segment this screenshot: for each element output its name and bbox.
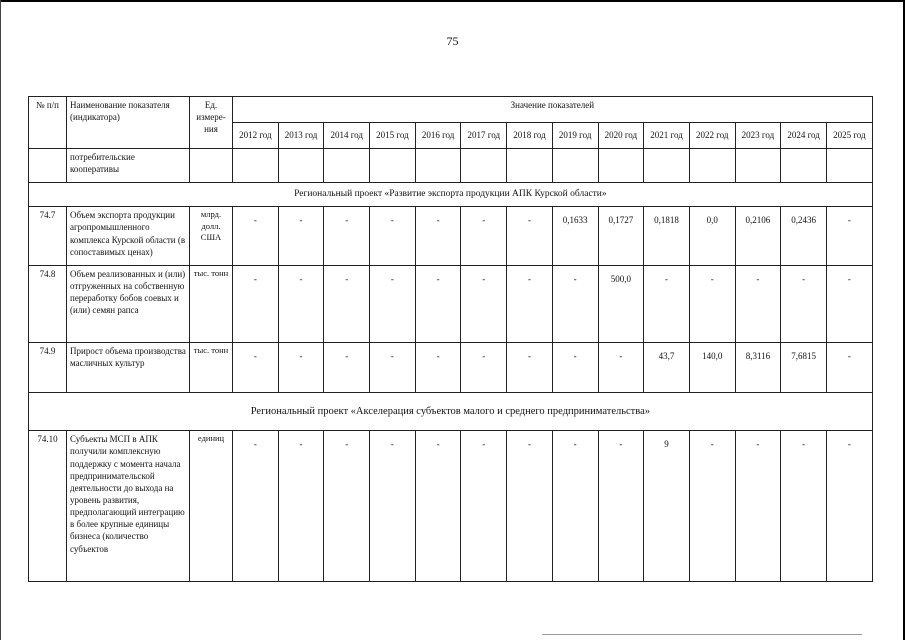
unit-cell: тыс. тонн [190,265,233,342]
section-row [29,393,873,431]
value-cell: - [598,431,644,582]
value-cell: - [233,265,279,342]
header-year: 2018 год [507,123,553,149]
value-cell [735,149,781,183]
unit-cell: млрд. долл. США [190,207,233,265]
value-cell: - [415,265,461,342]
header-year: 2013 год [278,123,324,149]
value-cell [370,149,416,183]
value-cell: - [781,431,827,582]
table-row [29,265,873,342]
table-row [29,207,873,265]
table-row [29,431,873,582]
value-cell: 8,3116 [735,342,781,392]
value-cell: 500,0 [598,265,644,342]
header-num: № п/п [29,97,67,149]
section-row [29,183,873,207]
value-cell: - [278,342,324,392]
value-cell: - [461,342,507,392]
value-cell: - [507,207,553,265]
value-cell: - [324,342,370,392]
value-cell: 0,1818 [644,207,690,265]
header-year: 2024 год [781,123,827,149]
page-frame-top [0,0,905,2]
value-cell: - [370,207,416,265]
header-unit: Ед. измере-ния [190,97,233,149]
value-cell: 43,7 [644,342,690,392]
value-cell: - [370,265,416,342]
row-number [29,149,67,183]
header-year: 2012 год [233,123,279,149]
value-cell [415,149,461,183]
value-cell: - [415,207,461,265]
indicator-name: Прирост объема производства масличных культур [67,342,190,392]
value-cell: - [278,207,324,265]
table-row [29,149,873,183]
indicator-name: Объем реализованных и (или) отгруженных на собственную переработку бобов соевых и (или) семян рапса [67,265,190,342]
header-year: 2025 год [826,123,872,149]
value-cell [324,149,370,183]
value-cell: - [324,431,370,582]
value-cell: - [552,431,598,582]
header-year: 2020 год [598,123,644,149]
value-cell [507,149,553,183]
value-cell: - [461,207,507,265]
value-cell: 140,0 [689,342,735,392]
row-number: 74.10 [29,431,67,582]
section-title: Региональный проект «Развитие экспорта продукции АПК Курской области» [29,183,873,207]
header-year: 2019 год [552,123,598,149]
value-cell: 0,1727 [598,207,644,265]
row-number: 74.8 [29,265,67,342]
value-cell: - [826,265,872,342]
value-cell [689,149,735,183]
indicator-name: потребительские кооперативы [67,149,190,183]
row-number: 74.9 [29,342,67,392]
value-cell: - [370,342,416,392]
value-cell: - [689,265,735,342]
value-cell: - [735,265,781,342]
indicator-name: Объем экспорта продукции агропромышленного комплекса Курской области (в сопоставимых ценах) [67,207,190,265]
value-cell: 0,2106 [735,207,781,265]
indicators-table [28,96,873,582]
value-cell [552,149,598,183]
value-cell: - [552,342,598,392]
indicator-name: Субъекты МСП в АПК получили комплексную поддержку с момента начала предпринимательской деятельности до выхода на уровень развития, предполагающий интеграцию в более крупные единицы бизнеса (количество субъектов [67,431,190,582]
header-year: 2017 год [461,123,507,149]
page-frame-left [0,0,1,640]
value-cell [461,149,507,183]
value-cell: - [689,431,735,582]
value-cell: - [735,431,781,582]
value-cell: 0,0 [689,207,735,265]
unit-cell [190,149,233,183]
header-year: 2015 год [370,123,416,149]
value-cell: - [781,265,827,342]
value-cell: - [826,342,872,392]
value-cell: - [461,265,507,342]
value-cell [278,149,324,183]
value-cell [233,149,279,183]
value-cell: - [507,431,553,582]
value-cell: - [278,265,324,342]
header-indicator-name: Наименование показателя (индикатора) [67,97,190,149]
value-cell: 7,6815 [781,342,827,392]
value-cell [598,149,644,183]
header-year: 2016 год [415,123,461,149]
header-year: 2022 год [689,123,735,149]
value-cell: - [552,265,598,342]
table-row [29,342,873,392]
value-cell: - [461,431,507,582]
value-cell: - [415,431,461,582]
value-cell [781,149,827,183]
value-cell: - [324,265,370,342]
section-title: Региональный проект «Акселерация субъектов малого и среднего предпринимательства» [29,393,873,431]
value-cell: - [324,207,370,265]
value-cell: - [233,431,279,582]
value-cell: - [644,265,690,342]
value-cell: - [233,342,279,392]
header-year: 2023 год [735,123,781,149]
value-cell: - [233,207,279,265]
header-values: Значение показателей [233,97,873,123]
value-cell: 0,1633 [552,207,598,265]
value-cell: - [826,431,872,582]
value-cell [826,149,872,183]
header-year: 2021 год [644,123,690,149]
value-cell: - [507,265,553,342]
bottom-rule [542,634,862,635]
value-cell [644,149,690,183]
value-cell: - [370,431,416,582]
unit-cell: тыс. тонн [190,342,233,392]
value-cell: 0,2436 [781,207,827,265]
value-cell: - [415,342,461,392]
value-cell: - [598,342,644,392]
value-cell: - [507,342,553,392]
value-cell: - [278,431,324,582]
page-number: 75 [446,34,459,48]
value-cell: 9 [644,431,690,582]
unit-cell: единиц [190,431,233,582]
header-year: 2014 год [324,123,370,149]
row-number: 74.7 [29,207,67,265]
value-cell: - [826,207,872,265]
